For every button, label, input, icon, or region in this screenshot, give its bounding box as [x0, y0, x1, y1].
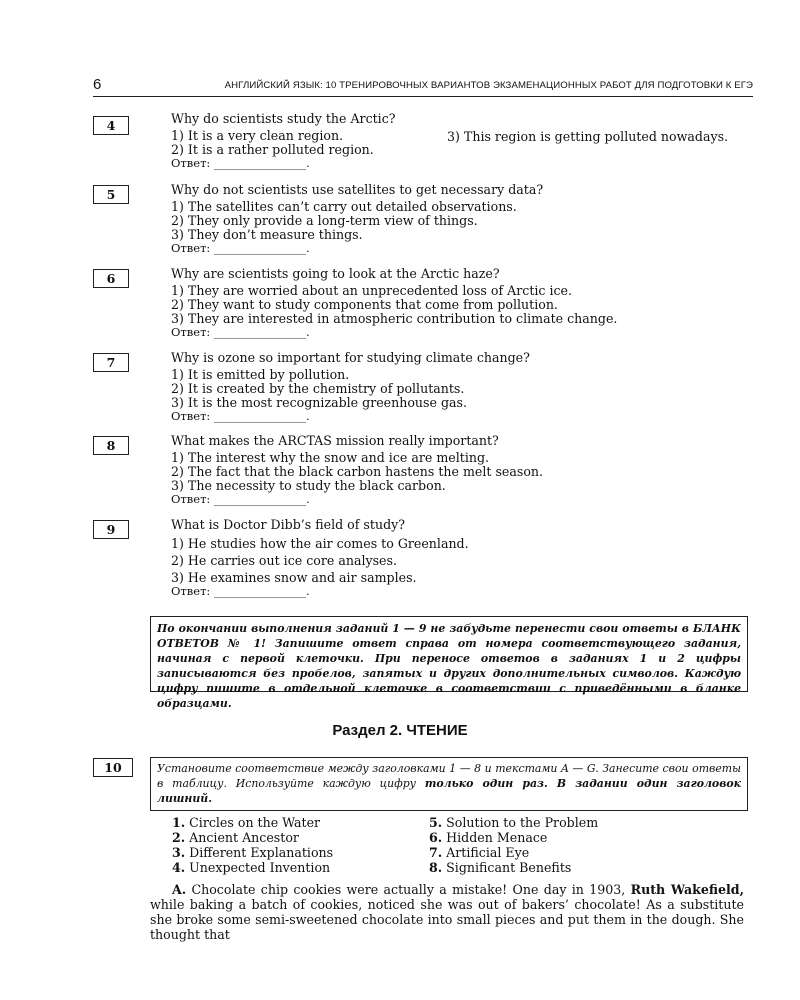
option: 3) He examines snow and air samples. — [171, 570, 417, 585]
question-text: Why are scientists going to look at the Arctic haze? — [171, 266, 500, 281]
headings-column-left — [172, 815, 333, 875]
question-7 — [171, 350, 530, 423]
question-4 — [171, 111, 729, 170]
answer-line: Ответ: ________________. — [171, 492, 310, 506]
list-item: 1. Circles on the Water — [172, 815, 321, 830]
list-item: 3. Different Explanations — [172, 845, 334, 860]
list-item: 2. Ancient Ancestor — [172, 830, 299, 845]
option: 1) It is emitted by pollution. — [171, 367, 350, 382]
option: 2) He carries out ice core analyses. — [171, 553, 397, 568]
passage-text: while baking a batch of cookies, noticed she was out of bakers’ chocolate! As a substitute she broke some semi-sweetened chocolate into small pieces and put them in the dough. She thought that — [150, 897, 744, 942]
option: 2) It is created by the chemistry of pollutants. — [171, 381, 465, 396]
list-item: 4. Unexpected Invention — [172, 860, 331, 875]
question-text: What makes the ARCTAS mission really important? — [171, 433, 499, 448]
passage-label: A. — [172, 882, 187, 897]
section-title: Раздел 2. ЧТЕНИЕ — [332, 722, 468, 739]
list-item: 6. Hidden Menace — [429, 830, 548, 845]
option: 3) They don’t measure things. — [171, 227, 363, 242]
running-title: АНГЛИЙСКИЙ ЯЗЫК: 10 ТРЕНИРОВОЧНЫХ ВАРИАНТОВ ЭКЗАМЕНАЦИОННЫХ РАБОТ ДЛЯ ПОДГОТОВКИ К ЕГЭ — [224, 80, 753, 91]
question-number-box: 10 — [93, 758, 133, 777]
question-text: Why do not scientists use satellites to get necessary data? — [171, 182, 544, 197]
question-text: Why is ozone so important for studying climate change? — [171, 350, 530, 365]
instruction-emphasis: только один раз. В задании один заголовок лишний. — [157, 777, 741, 805]
option: 1) It is a very clean region. — [171, 128, 344, 143]
option: 3) This region is getting polluted nowadays. — [447, 129, 729, 144]
passage-a — [150, 882, 744, 942]
question-text: What is Doctor Dibb’s field of study? — [171, 517, 405, 532]
headings-column-right — [429, 815, 598, 875]
answer-line: Ответ: ________________. — [171, 409, 310, 423]
question-number-box: 4 — [93, 116, 129, 135]
task-instruction — [150, 757, 748, 811]
list-item: 8. Significant Benefits — [429, 860, 572, 875]
page-number: 6 — [93, 76, 102, 93]
question-8 — [171, 433, 543, 506]
list-item: 5. Solution to the Problem — [429, 815, 599, 830]
answer-line: Ответ: ________________. — [171, 325, 310, 339]
question-9 — [171, 517, 469, 598]
passage-text: Chocolate chip cookies were actually a mistake! One day in 1903, — [186, 882, 631, 897]
list-item: 7. Artificial Eye — [429, 845, 530, 860]
answer-transfer-note: По окончании выполнения заданий 1 — 9 не забудьте перенести свои ответы в БЛАНК ОТВЕТОВ № 1! Запишите ответ справа от номера соответствующего задания, начиная с первой клеточки. При переносе ответов в заданиях 1 и 2 цифры записываются без пробелов, запятых и других дополнительных символов. Каждую цифру пишите в отдельной клеточке в соответствии с приведёнными в бланке образцами. — [150, 616, 748, 692]
option: 1) They are worried about an unprecedented loss of Arctic ice. — [171, 283, 572, 298]
question-5 — [171, 182, 543, 255]
question-number-box: 8 — [93, 436, 129, 455]
option: 2) The fact that the black carbon hastens the melt season. — [171, 464, 544, 479]
option: 2) They only provide a long-term view of things. — [171, 213, 478, 228]
question-6 — [171, 266, 617, 339]
instruction-text: Установите соответствие между заголовками 1 — 8 и текстами A — G. Занесите свои ответы в таблицу. Используйте каждую цифру — [157, 762, 741, 790]
option: 1) He studies how the air comes to Greenland. — [171, 536, 469, 551]
option: 3) The necessity to study the black carbon. — [171, 478, 446, 493]
question-number-box: 5 — [93, 185, 129, 204]
page-header — [93, 76, 753, 97]
option: 2) It is a rather polluted region. — [171, 142, 374, 157]
question-text: Why do scientists study the Arctic? — [171, 111, 396, 126]
question-number-box: 9 — [93, 520, 129, 539]
answer-line: Ответ: ________________. — [171, 584, 310, 598]
option: 3) They are interested in atmospheric contribution to climate change. — [171, 311, 618, 326]
answer-line: Ответ: ________________. — [171, 156, 310, 170]
option: 2) They want to study components that come from pollution. — [171, 297, 558, 312]
passage-name: Ruth Wakefield, — [630, 882, 744, 897]
question-number-box: 6 — [93, 269, 129, 288]
option: 3) It is the most recognizable greenhouse gas. — [171, 395, 467, 410]
option: 1) The satellites can’t carry out detailed observations. — [171, 199, 517, 214]
question-number-box: 7 — [93, 353, 129, 372]
option: 1) The interest why the snow and ice are melting. — [171, 450, 490, 465]
answer-line: Ответ: ________________. — [171, 241, 310, 255]
